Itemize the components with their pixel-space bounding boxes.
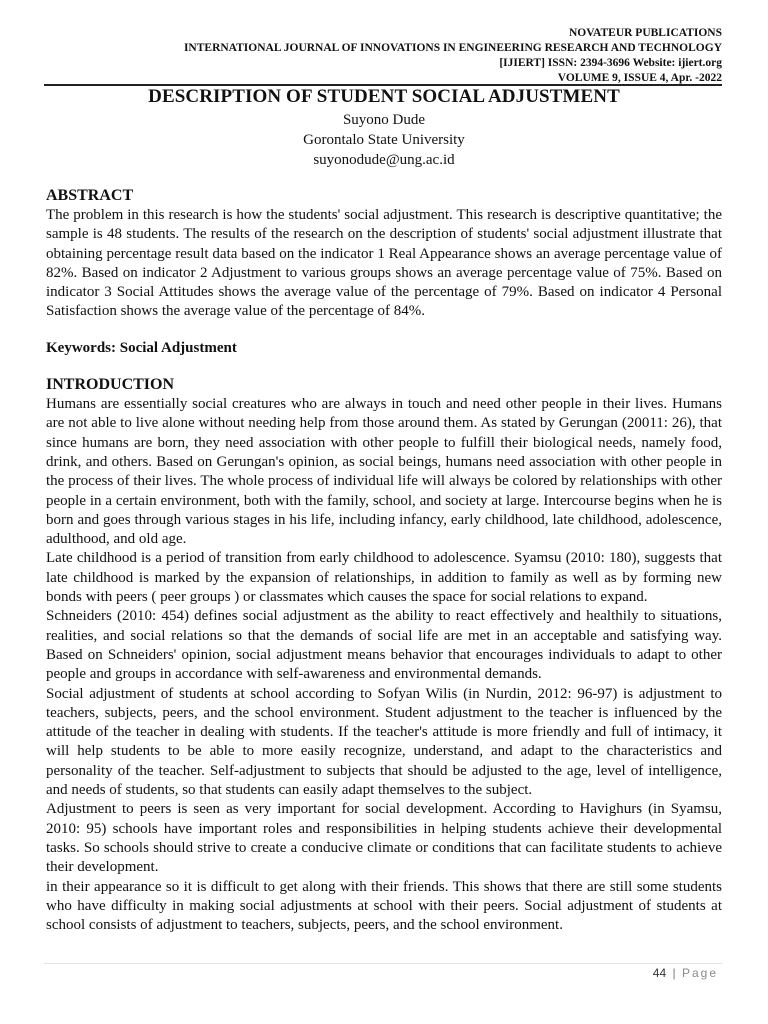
page-number: 44 [652, 966, 667, 980]
paper-title: DESCRIPTION OF STUDENT SOCIAL ADJUSTMENT [148, 86, 620, 107]
page-separator: | [672, 966, 676, 980]
intro-paragraph: Social adjustment of students at school according to Sofyan Wilis (in Nurdin, 2012: 96-97) is adjustment to teachers, subjects, peers, and the school environment. Student adjustment to the teacher is influenced by the attitude of the teacher in dealing with students. If the teacher's attitude is more friendly and full of intimacy, it will help students to be able to more easily recognize, understand, and adapt to the characteristics and personality of the teacher. Self-adjustment to subjects that should be adjusted to the age, level of intelligence, and needs of students, so that students can easily adapt themselves to the subject. [46, 685, 722, 799]
intro-paragraph: in their appearance so it is difficult to get along with their friends. This shows that there are still some students who have difficulty in making social adjustments at school with their peers. Social adjustment of students at school consists of adjustment to teachers, subjects, peers, and the school environment. [46, 878, 722, 934]
author-name: Suyono Dude [342, 112, 426, 128]
page-footer [653, 966, 718, 980]
author-email: suyonodude@ung.ac.id [313, 152, 455, 168]
abstract-text: The problem in this research is how the students' social adjustment. This research is descriptive quantitative; the sample is 48 students. The results of the research on the description of students' social adjustment illustrate that obtaining percentage result data based on the indicator 1 Real Appearance shows an average percentage value of 82%. Based on indicator 2 Adjustment to various groups shows an average percentage value of 75%. Based on indicator 3 Social Attitudes shows the average value of the percentage of 79%. Based on indicator 4 Personal Satisfaction shows the average value of the percentage of 84%. [46, 207, 722, 320]
intro-paragraph: Adjustment to peers is seen as very important for social development. According to Havighurs (in Syamsu, 2010: 95) schools have important roles and responsibilities in helping students achieve their developmental tasks. So schools should strive to create a conducive climate or conditions that can facilitate students to achieve their development. [46, 801, 722, 876]
author-block [0, 110, 768, 170]
author-affiliation: Gorontalo State University [303, 132, 465, 148]
journal-name: INTERNATIONAL JOURNAL OF INNOVATIONS IN ENGINEERING RESEARCH AND TECHNOLOGY [183, 42, 722, 54]
intro-paragraph: Schneiders (2010: 454) defines social adjustment as the ability to react effectively and healthily to situations, realities, and social relations so that the demands of social life are met in an acceptable and satisfying way. Based on Schneiders' opinion, social adjustment means behavior that encourages individuals to adapt to other people and groups in accordance with self-awareness and environmental demands. [46, 608, 722, 683]
paper-body [46, 186, 722, 935]
publisher-name: NOVATEUR PUBLICATIONS [568, 27, 722, 39]
page-word: Page [681, 966, 718, 980]
intro-paragraph: Late childhood is a period of transition from early childhood to adolescence. Syamsu (2010: 180), suggests that late childhood is marked by the expansion of relationships, in addition to family as well as by forming new bonds with peers ( peer groups ) or classmates which causes the space for social relations to expand. [46, 550, 722, 606]
intro-paragraph: Humans are essentially social creatures who are always in touch and need other people in their lives. Humans are not able to live alone without needing help from those around them. As stated by Gerungan (20011: 26), that since humans are born, they need association with other people to fulfill their biological needs, namely food, drink, and others. Based on Gerungan's opinion, as social beings, humans need association with other people in the process of their lives. The whole process of individual life will always be colored by relationships with other people in a certain environment, both with the family, school, and society at large. Intercourse begins when he is born and goes through various stages in his life, including infancy, early childhood, late childhood, adolescence, adulthood, and old age. [46, 396, 722, 548]
abstract-heading: ABSTRACT [46, 187, 134, 204]
journal-header [184, 26, 722, 86]
volume-line: VOLUME 9, ISSUE 4, Apr. -2022 [557, 72, 722, 84]
introduction-heading: INTRODUCTION [46, 376, 175, 394]
footer-divider [44, 963, 722, 964]
issn-line: [IJIERT] ISSN: 2394-3696 Website: ijiert.org [499, 57, 722, 69]
keywords: Keywords: Social Adjustment [46, 339, 237, 356]
